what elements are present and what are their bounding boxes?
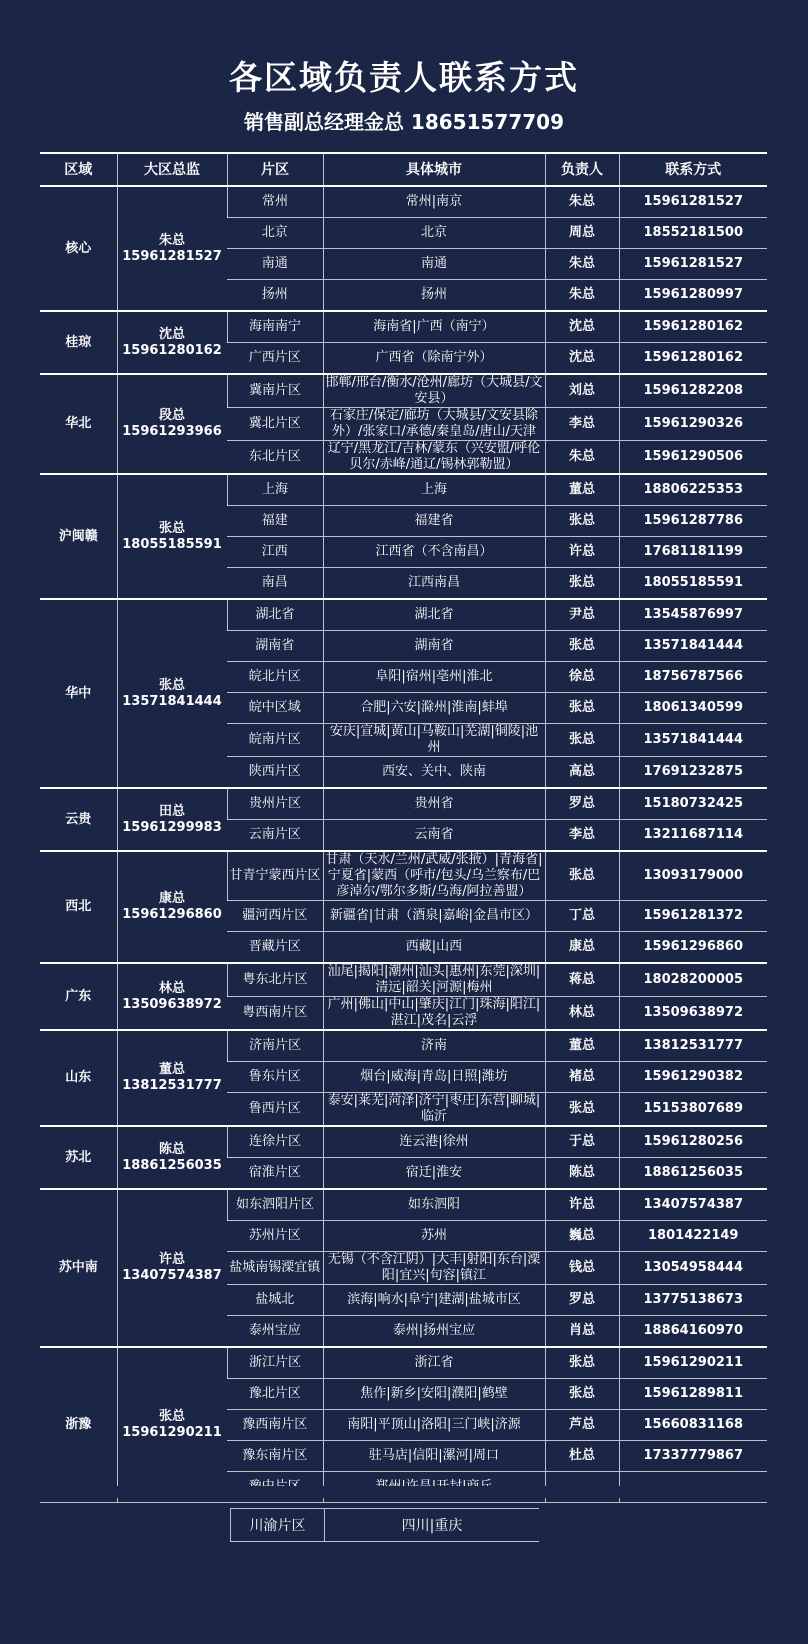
column-header: 负责人 [545,153,619,186]
person-cell: 张总 [545,506,619,537]
area-cell: 豫北片区 [227,1379,323,1410]
person-cell: 蒋总 [545,963,619,997]
city-cell: 安庆|宣城|黄山|马鞍山|芜湖|铜陵|池州 [323,724,545,757]
city-cell: 江西省（不含南昌） [323,537,545,568]
director-phone: 15961296860 [122,907,222,922]
area-cell: 豫西南片区 [227,1410,323,1441]
director-cell [117,1126,227,1189]
phone-cell: 13211687114 [619,820,767,852]
phone-cell: 15961290382 [619,1062,767,1093]
region-cell: 苏中南 [40,1189,117,1347]
person-cell: 林总 [545,997,619,1031]
region-cell: 广东 [40,963,117,1030]
area-cell: 川渝片区 [249,1518,306,1534]
contacts-table [40,152,767,1503]
city-cell: 福建省 [323,506,545,537]
city-cell: 石家庄/保定/廊坊（大城县/文安县除外）/张家口/承德/秦皇岛/唐山/天津 [323,408,545,441]
column-header: 区域 [40,153,117,186]
person-cell: 丁总 [545,901,619,932]
person-cell: 钱总 [545,1252,619,1285]
phone-cell: 15961290506 [619,441,767,475]
area-cell: 苏州片区 [227,1221,323,1252]
director-cell [117,1189,227,1347]
phone-cell: 15180732425 [619,788,767,820]
area-cell: 浙江片区 [227,1347,323,1379]
person-cell: 罗总 [545,1285,619,1316]
area-cell: 泰州宝应 [227,1316,323,1348]
table-row [40,1030,767,1062]
region-cell: 西北 [40,851,117,963]
area-cell: 皖南片区 [227,724,323,757]
table-row [40,311,767,343]
table-row [40,186,767,218]
phone-cell: 15660831168 [619,1410,767,1441]
area-cell: 鲁东片区 [227,1062,323,1093]
area-cell: 冀南片区 [227,374,323,408]
area-cell: 疆河西片区 [227,901,323,932]
area-cell: 扬州 [227,280,323,312]
director-cell [117,788,227,851]
city-cell: 如东泗阳 [323,1189,545,1221]
table-body [40,186,767,1503]
area-cell: 如东泗阳片区 [227,1189,323,1221]
area-cell: 东北片区 [227,441,323,475]
director-phone: 15961281527 [122,248,222,264]
person-cell: 许总 [545,1189,619,1221]
table-row [40,788,767,820]
person-cell: 褚总 [545,1062,619,1093]
region-cell: 华北 [40,374,117,474]
area-cell: 云南片区 [227,820,323,852]
director-name: 许总 [158,1252,185,1267]
region-cell: 云贵 [40,788,117,851]
director-cell [117,186,227,311]
city-cell: 泰州|扬州宝应 [323,1316,545,1348]
director-cell [117,1347,227,1503]
area-cell: 皖北片区 [227,662,323,693]
city-cell: 广西省（除南宁外） [323,343,545,375]
person-cell: 周总 [545,218,619,249]
phone-cell: 13571841444 [619,724,767,757]
phone-cell: 18055185591 [619,568,767,600]
person-cell: 尹总 [545,599,619,631]
phone-cell: 17691232875 [619,757,767,789]
region-cell: 华中 [40,599,117,788]
phone-cell: 15961281372 [619,901,767,932]
phone-cell: 13407574387 [619,1189,767,1221]
director-cell [117,963,227,1030]
phone-cell: 15153807689 [619,1093,767,1127]
person-cell: 董总 [545,1030,619,1062]
city-cell: 甘肃（天水/兰州/武威/张掖）|青海省|宁夏省|蒙西（呼市/包头/乌兰察布/巴彦淖尔/鄂尔多斯/乌海/阿拉善盟） [323,851,545,901]
person-cell: 高总 [545,757,619,789]
phone-cell: 15961280162 [619,311,767,343]
city-cell: 常州|南京 [323,186,545,218]
city-cell: 扬州 [323,280,545,312]
director-phone: 13571841444 [122,693,222,709]
city-cell: 合肥|六安|滁州|淮南|蚌埠 [323,693,545,724]
person-cell: 张总 [545,1093,619,1127]
city-cell: 新疆省|甘肃（酒泉|嘉峪|金昌市区） [323,901,545,932]
person-cell: 张总 [545,724,619,757]
person-cell: 朱总 [545,280,619,312]
director-phone: 18861256035 [122,1157,222,1173]
director-phone: 15961293966 [122,424,222,439]
city-cell: 西安、关中、陕南 [323,757,545,789]
phone-cell: 18061340599 [619,693,767,724]
city-cell: 无锡（不含江阴）|大丰|射阳|东台|溧阳|宜兴|句容|镇江 [323,1252,545,1285]
person-cell: 朱总 [545,441,619,475]
phone-cell: 15961290326 [619,408,767,441]
person-cell: 杜总 [545,1441,619,1472]
director-name: 张总 [158,520,185,536]
director-name: 张总 [158,1409,185,1424]
table-header-row [40,153,767,186]
table-row [40,963,767,997]
person-cell: 沈总 [545,311,619,343]
area-cell: 晋藏片区 [227,932,323,964]
person-cell: 董总 [545,474,619,506]
phone-cell: 18028200005 [619,963,767,997]
phone-cell: 18861256035 [619,1158,767,1190]
column-header: 具体城市 [323,153,545,186]
area-cell: 南通 [227,249,323,280]
director-cell [117,474,227,599]
phone-cell: 15961280162 [619,343,767,375]
city-cell: 宿迁|淮安 [323,1158,545,1190]
person-cell: 张总 [545,1347,619,1379]
area-cell: 常州 [227,186,323,218]
table-row [40,1126,767,1158]
director-name: 林总 [158,980,185,996]
area-cell: 豫东南片区 [227,1441,323,1472]
city-cell: 海南省|广西（南宁） [323,311,545,343]
city-cell: 湖南省 [323,631,545,662]
phone-cell: 18806225353 [619,474,767,506]
person-cell: 刘总 [545,374,619,408]
area-cell: 粤西南片区 [227,997,323,1031]
person-cell: 徐总 [545,662,619,693]
city-cell: 辽宁/黑龙江/吉林/蒙东（兴安盟/呼伦贝尔/赤峰/通辽/锡林郭勒盟） [323,441,545,475]
director-name: 沈总 [158,326,185,342]
city-cell: 云南省 [323,820,545,852]
person-cell: 芦总 [545,1410,619,1441]
region-cell: 核心 [40,186,117,311]
image-cut-mask [40,1486,767,1498]
director-name: 朱总 [158,232,185,248]
director-cell [117,374,227,474]
city-cell: 苏州 [323,1221,545,1252]
person-cell: 张总 [545,1379,619,1410]
person-cell: 张总 [545,693,619,724]
director-phone: 13407574387 [122,1268,222,1283]
phone-cell: 15961280256 [619,1126,767,1158]
city-cell: 北京 [323,218,545,249]
city-cell: 阜阳|宿州|亳州|淮北 [323,662,545,693]
director-name: 董总 [158,1062,185,1077]
phone-cell: 1801422149 [619,1221,767,1252]
city-cell: 江西南昌 [323,568,545,600]
region-cell: 桂琼 [40,311,117,374]
director-phone: 18055185591 [122,536,222,552]
director-cell [117,1030,227,1126]
area-cell: 济南片区 [227,1030,323,1062]
column-header: 大区总监 [117,153,227,186]
city-cell: 邯郸/邢台/衡水/沧州/廊坊（大城县/文安县） [323,374,545,408]
area-cell: 甘青宁蒙西片区 [227,851,323,901]
area-cell: 粤东北片区 [227,963,323,997]
area-cell: 广西片区 [227,343,323,375]
city-cell: 驻马店|信阳|漯河|周口 [323,1441,545,1472]
person-cell: 康总 [545,932,619,964]
city-cell: 滨海|响水|阜宁|建湖|盐城市区 [323,1285,545,1316]
person-cell: 罗总 [545,788,619,820]
phone-cell: 13545876997 [619,599,767,631]
page-subtitle: 销售副总经理金总 18651577709 [243,110,565,134]
phone-cell: 15961281527 [619,249,767,280]
extra-row [230,1508,539,1542]
phone-cell: 15961290211 [619,1347,767,1379]
phone-cell: 15961287786 [619,506,767,537]
area-cell: 盐城南锡溧宜镇 [227,1252,323,1285]
person-cell: 张总 [545,631,619,662]
table-row [40,374,767,408]
region-cell: 浙豫 [40,1347,117,1503]
area-cell: 海南南宁 [227,311,323,343]
person-cell: 李总 [545,820,619,852]
area-cell: 宿淮片区 [227,1158,323,1190]
phone-cell: 13093179000 [619,851,767,901]
table-row [40,851,767,901]
phone-cell: 17681181199 [619,537,767,568]
city-cell: 湖北省 [323,599,545,631]
director-name: 陈总 [158,1141,185,1157]
director-phone: 15961280162 [122,342,222,358]
city-cell: 烟台|威海|青岛|日照|潍坊 [323,1062,545,1093]
table-row [40,474,767,506]
area-cell: 盐城北 [227,1285,323,1316]
phone-cell: 17337779867 [619,1441,767,1472]
director-cell [117,599,227,788]
person-cell: 陈总 [545,1158,619,1190]
city-cell: 汕尾|揭阳|潮州|汕头|惠州|东莞|深圳|清远|韶关|河源|梅州 [323,963,545,997]
area-cell: 湖南省 [227,631,323,662]
area-cell: 冀北片区 [227,408,323,441]
area-cell: 鲁西片区 [227,1093,323,1127]
column-header: 联系方式 [619,153,767,186]
city-cell: 贵州省 [323,788,545,820]
director-name: 段总 [158,408,185,423]
person-cell: 肖总 [545,1316,619,1348]
area-cell: 上海 [227,474,323,506]
phone-cell: 18552181500 [619,218,767,249]
city-cell: 南阳|平顶山|洛阳|三门峡|济源 [323,1410,545,1441]
phone-cell: 15961281527 [619,186,767,218]
director-name: 张总 [158,677,185,693]
area-cell: 湖北省 [227,599,323,631]
director-phone: 13509638972 [122,996,222,1012]
region-cell: 山东 [40,1030,117,1126]
area-cell: 连徐片区 [227,1126,323,1158]
phone-cell: 18864160970 [619,1316,767,1348]
area-cell: 北京 [227,218,323,249]
phone-cell: 15961289811 [619,1379,767,1410]
director-phone: 15961299983 [122,819,222,835]
page-title: 各区域负责人联系方式 [229,58,579,97]
person-cell: 于总 [545,1126,619,1158]
phone-cell: 15961282208 [619,374,767,408]
phone-cell: 13571841444 [619,631,767,662]
director-cell [117,851,227,963]
region-cell: 沪闽赣 [40,474,117,599]
city-cell: 泰安|莱芜|菏泽|济宁|枣庄|东营|聊城|临沂 [323,1093,545,1127]
city-cell: 四川|重庆 [324,1509,539,1541]
city-cell: 广州|佛山|中山|肇庆|江门|珠海|阳江|湛江|茂名|云浮 [323,997,545,1031]
area-cell: 皖中区域 [227,693,323,724]
region-cell: 苏北 [40,1126,117,1189]
person-cell: 李总 [545,408,619,441]
phone-cell: 13054958444 [619,1252,767,1285]
area-cell: 陕西片区 [227,757,323,789]
area-cell: 贵州片区 [227,788,323,820]
director-phone: 15961290211 [122,1425,222,1440]
city-cell: 上海 [323,474,545,506]
phone-cell: 15961296860 [619,932,767,964]
city-cell: 焦作|新乡|安阳|濮阳|鹤壁 [323,1379,545,1410]
phone-cell: 13775138673 [619,1285,767,1316]
city-cell: 浙江省 [323,1347,545,1379]
director-cell [117,311,227,374]
person-cell: 巍总 [545,1221,619,1252]
city-cell: 济南 [323,1030,545,1062]
person-cell: 朱总 [545,249,619,280]
city-cell: 南通 [323,249,545,280]
city-cell: 连云港|徐州 [323,1126,545,1158]
table-row [40,1189,767,1221]
director-name: 田总 [158,803,185,819]
table-row [40,599,767,631]
phone-cell: 18756787566 [619,662,767,693]
area-cell: 南昌 [227,568,323,600]
table-row [40,1347,767,1379]
person-cell: 张总 [545,568,619,600]
phone-cell: 13812531777 [619,1030,767,1062]
director-name: 康总 [158,891,185,906]
area-cell: 江西 [227,537,323,568]
city-cell: 西藏|山西 [323,932,545,964]
column-header: 片区 [227,153,323,186]
person-cell: 张总 [545,851,619,901]
person-cell: 沈总 [545,343,619,375]
phone-cell: 15961280997 [619,280,767,312]
director-phone: 13812531777 [122,1078,222,1093]
area-cell: 福建 [227,506,323,537]
phone-cell: 13509638972 [619,997,767,1031]
person-cell: 朱总 [545,186,619,218]
person-cell: 许总 [545,537,619,568]
